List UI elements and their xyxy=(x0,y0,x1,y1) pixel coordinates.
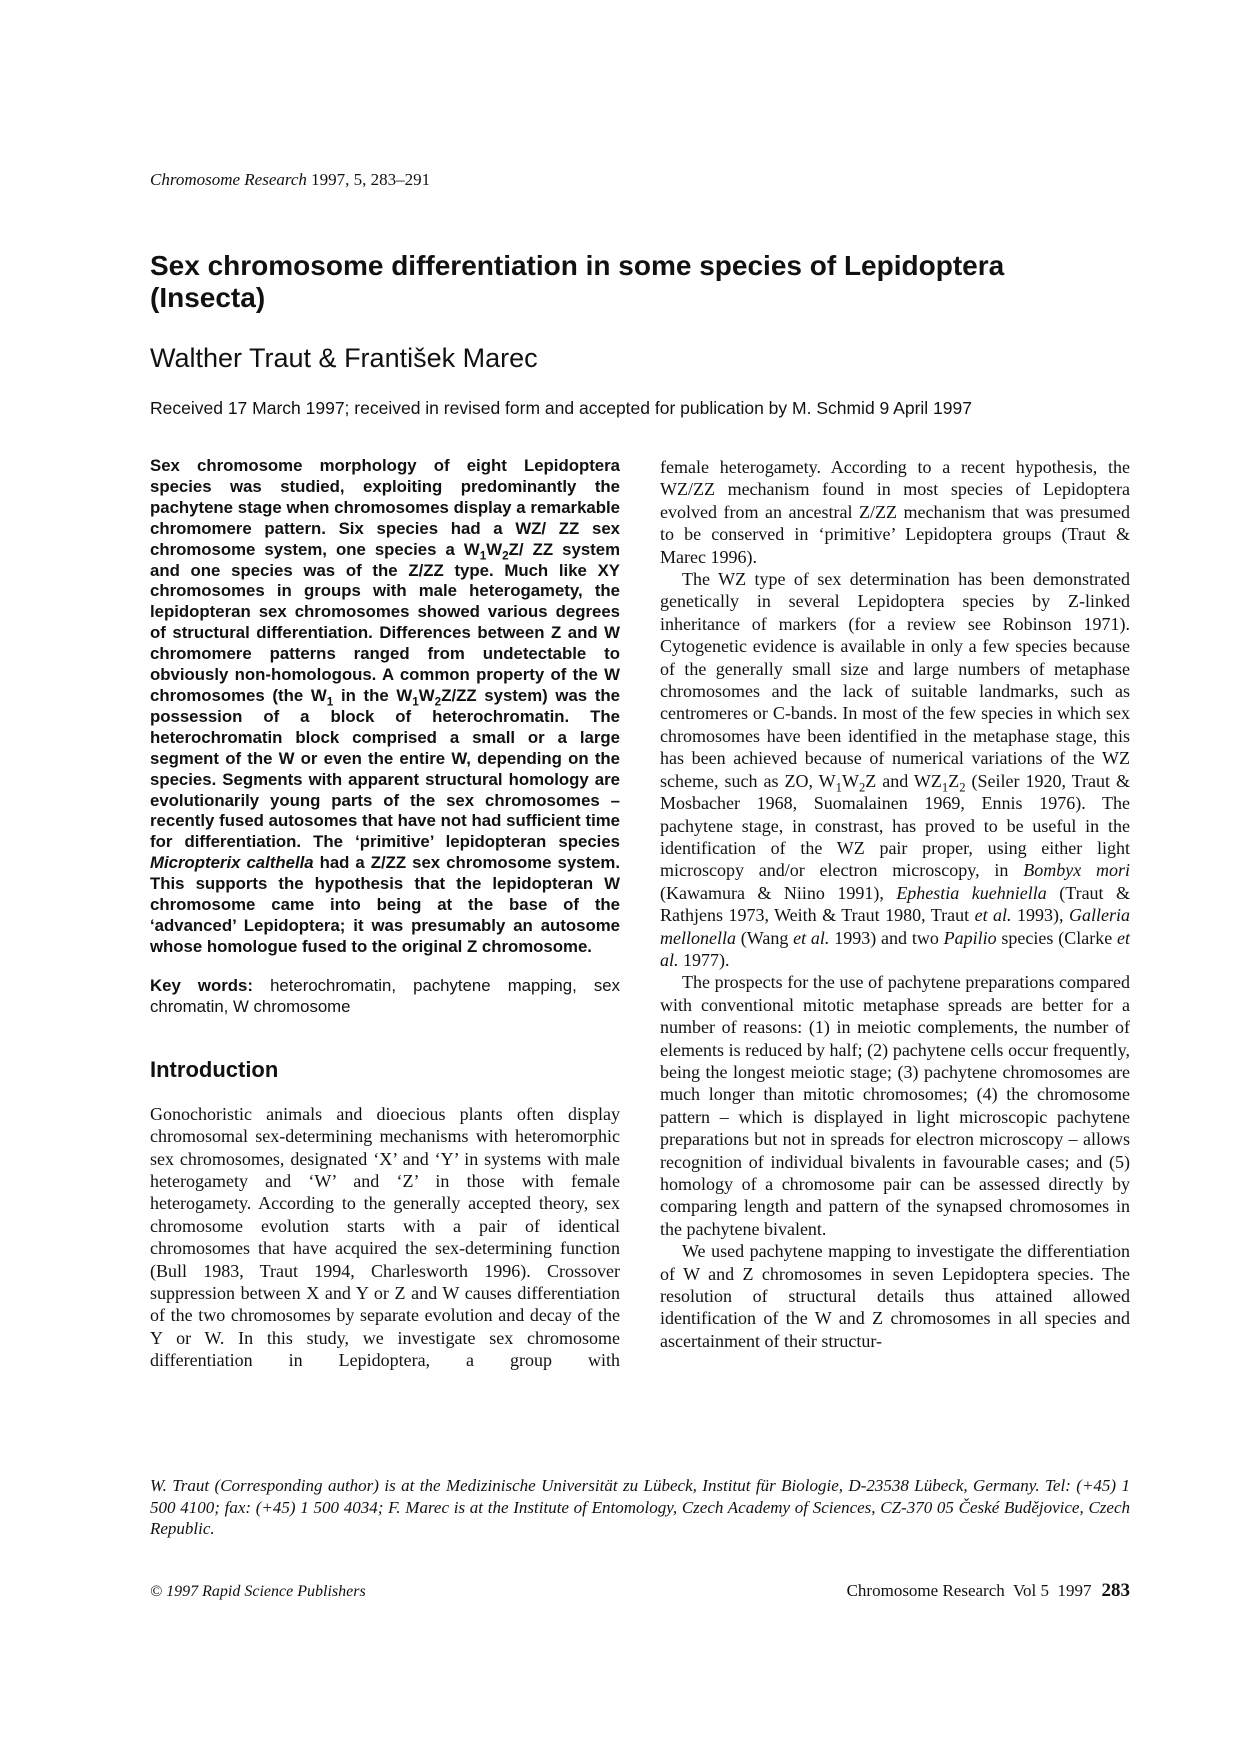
section-heading-introduction: Introduction xyxy=(150,1056,279,1082)
page-number: 283 xyxy=(1101,1580,1130,1601)
authors: Walther Traut & František Marec xyxy=(150,343,538,373)
keywords-label: Key words: xyxy=(150,975,253,995)
page-footer xyxy=(847,1580,1130,1602)
intro-paragraph-1-continued: female heterogamety. According to a recent hypothesis, the WZ/ZZ mechanism found in most species of Lepidoptera evolved from an ancestral Z/ZZ mechanism that was presumed to be conserved in ‘primitive’ Lepidoptera groups (Traut & Marec 1996). xyxy=(660,457,1130,567)
left-column xyxy=(150,456,620,1372)
author-affiliation-footnote: W. Traut (Corresponding author) is at the Medizinische Universität zu Lübeck, Institut für Biologie, D-23538 Lübeck, Germany. Tel: (+45) 1 500 4100; fax: (+45) 1 500 4034; F. Marec is at the Institute of Entomology, Czech Academy of Sciences, CZ-370 05 České Budějovice, Czech Republic. xyxy=(150,1476,1130,1538)
right-column xyxy=(660,456,1130,1352)
keywords-list: heterochromatin, pachytene mapping, sex chromatin, W chromosome xyxy=(150,975,620,1016)
received-dates: Received 17 March 1997; received in revised form and accepted for publication by M. Schmid 9 April 1997 xyxy=(150,398,972,418)
copyright: © 1997 Rapid Science Publishers xyxy=(150,1583,366,1600)
abstract: Sex chromosome morphology of eight Lepidoptera species was studied, exploiting predominantly the pachytene stage when chromosomes display a remarkable chromomere pattern. Six species had a WZ/ ZZ sex chromosome system, one species a $W_1W_2Z/$ ZZ system and one species was of the Z/ZZ type. Much like XY chromosomes in groups with male heterogamety, the lepidopteran sex chromosomes showed various degrees of structural differentiation. Differences between Z and W chromomere patterns ranged from undetectable to obviously non-homologous. A common property of the W chromosomes (the $W_1$ in the $W_1W_2Z/ZZ$ system) was the possession of a block of heterochromatin. The heterochromatin block comprised a small or a large segment of the W or even the entire W, depending on the species. Segments with apparent structural homology are evolutionarily young parts of the sex chromosomes – recently fused autosomes that have not had sufficient time for differentiation. The ‘primitive’ lepidopteran species Micropterix calthella had a Z/ZZ sex chromosome system. This supports the hypothesis that the lepidopteran W chromosome came into being at the base of the ‘advanced’ Lepidoptera; it was presumably an autosome whose homologue fused to the original Z chromosome. xyxy=(150,456,620,956)
intro-paragraph-2: The WZ type of sex determination has been demonstrated genetically in several Lepidoptera species by Z-linked inheritance of markers (for a review see Robinson 1971). Cytogenetic evidence is available in only a few species because of the generally small size and large numbers of metaphase chromosomes and the lack of suitable landmarks, such as centromeres or C-bands. In most of the few species in which sex chromosomes have been identified in the metaphase stage, this has been achieved because of numerical variations of the WZ scheme, such as ZO, $W_1W_2Z$ and $WZ_1Z_2$ (Seiler 1920, Traut & Mosbacher 1968, Suomalainen 1969, Ennis 1976). The pachytene stage, in constrast, has proved to be useful in the identification of the WZ pair proper, using either light microscopy and/or electron microscopy, in Bombyx mori (Kawamura & Niino 1991), Ephestia kuehniella (Traut & Rathjens 1973, Weith & Traut 1980, Traut et al. 1993), Galleria mellonella (Wang et al. 1993) and two Papilio species (Clarke et al. 1977). xyxy=(660,569,1131,970)
intro-paragraph-3: The prospects for the use of pachytene preparations compared with conventional mitotic metaphase spreads are better for a number of reasons: (1) in meiotic complements, the number of elements is reduced by half; (2) pachytene cells occur frequently, being the longest meiotic stage; (3) pachytene chromosomes are much longer than mitotic chromosomes; (4) the chromosome pattern – which is displayed in light microscopic pachytene preparations but not in spreads for electron microscopy – allows recognition of individual bivalents in favourable cases; and (5) homology of a chromosome pair can be assessed directly by comparing length and pattern of the synapsed chromosomes in the pachytene bivalent. xyxy=(660,972,1130,1239)
paper-title: Sex chromosome differentiation in some species of Lepidoptera (Insecta) xyxy=(150,250,1005,313)
footer-journal: Chromosome Research Vol 5 1997 xyxy=(846,1581,1092,1600)
journal-volume: 1997, 5, 283–291 xyxy=(311,170,431,189)
intro-paragraph-1: Gonochoristic animals and dioecious plants often display chromosomal sex-determining mechanisms with heteromorphic sex chromosomes, designated ‘X’ and ‘Y’ in systems with male heterogamety and ‘W’ and ‘Z’ in those with female heterogamety. According to the generally accepted theory, sex chromosome evolution starts with a pair of identical chromosomes that have acquired the sex-determining function (Bull 1983, Traut 1994, Charlesworth 1996). Crossover suppression between X and Y or Z and W causes differentiation of the two chromosomes by separate evolution and decay of the Y or W. In this study, we investigate sex chromosome differentiation in Lepidoptera, a group with xyxy=(150,1103,620,1371)
intro-paragraph-4: We used pachytene mapping to investigate the differentiation of W and Z chromosomes in seven Lepidoptera species. The resolution of structural details thus attained allowed identification of the W and Z chromosomes in all species and ascertainment of their structur- xyxy=(660,1241,1130,1351)
journal-citation xyxy=(150,170,430,190)
keywords xyxy=(150,975,620,1017)
journal-name: Chromosome Research xyxy=(150,170,307,189)
species-name: Micropterix calthella xyxy=(150,853,314,873)
